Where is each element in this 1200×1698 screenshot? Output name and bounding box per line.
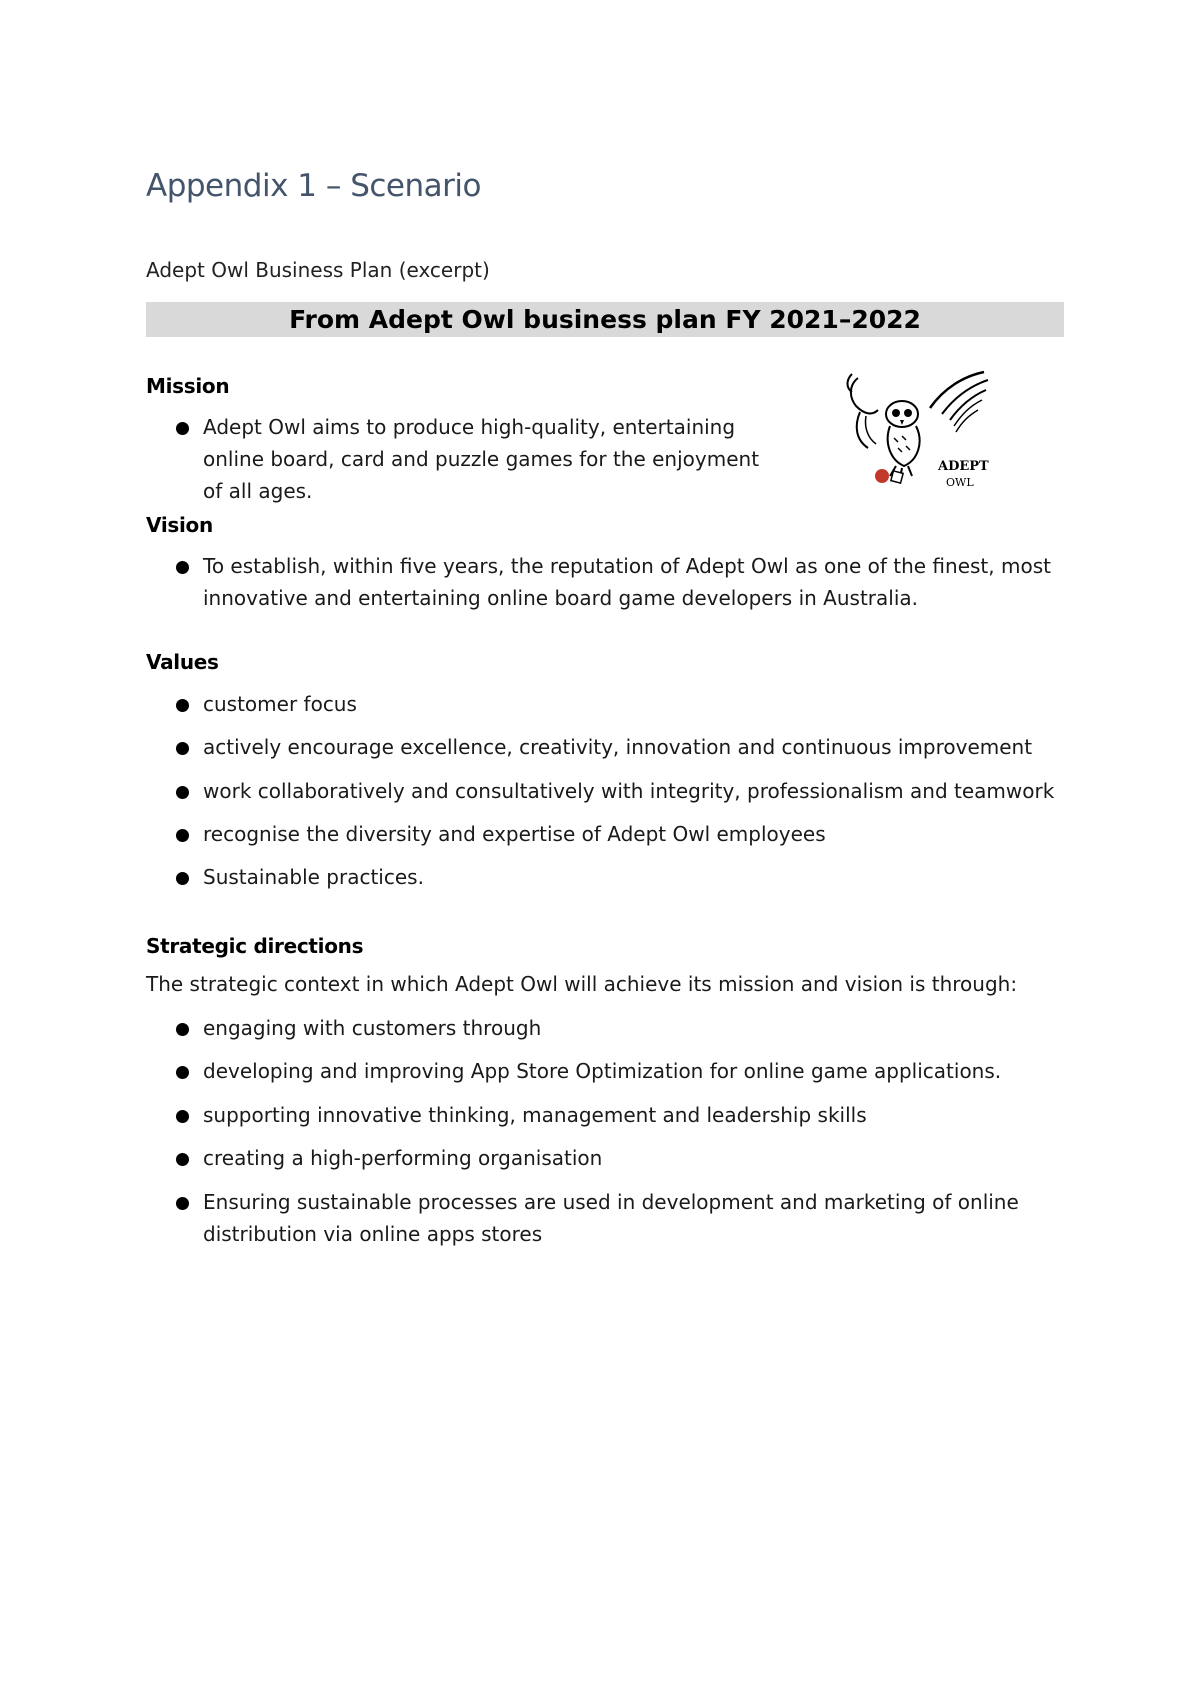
- values-item: [176, 731, 1056, 763]
- bullet-icon: [176, 1066, 189, 1079]
- strategic-item: [176, 1055, 1056, 1087]
- document-subtitle: Adept Owl Business Plan (excerpt): [146, 258, 490, 282]
- strategic-item: [176, 1142, 1056, 1174]
- page-title: Appendix 1 – Scenario: [146, 168, 481, 204]
- values-item: [176, 818, 1056, 850]
- strategic-item: [176, 1186, 1036, 1250]
- owl-logo-icon: [838, 366, 998, 496]
- bullet-icon: [176, 872, 189, 885]
- values-heading: Values: [146, 650, 219, 674]
- bullet-icon: [176, 786, 189, 799]
- values-item: [176, 775, 1056, 807]
- vision-item: [176, 550, 1056, 614]
- values-item-text: customer focus: [203, 692, 357, 716]
- bullet-icon: [176, 1023, 189, 1036]
- values-item-text: Sustainable practices.: [203, 865, 424, 889]
- bullet-icon: [176, 1110, 189, 1123]
- mission-item: [176, 411, 776, 507]
- strategic-item: [176, 1012, 1056, 1044]
- strategic-item-text: developing and improving App Store Optimization for online game applications.: [203, 1059, 1002, 1083]
- bullet-icon: [176, 1197, 189, 1210]
- vision-item-text: To establish, within five years, the reputation of Adept Owl as one of the finest, most innovative and entertaining online board game developers in Australia.: [203, 554, 1051, 610]
- strategic-item: [176, 1099, 1056, 1131]
- mission-heading: Mission: [146, 374, 230, 398]
- values-item-text: recognise the diversity and expertise of Adept Owl employees: [203, 822, 826, 846]
- bullet-icon: [176, 561, 189, 574]
- bullet-icon: [176, 699, 189, 712]
- values-item: [176, 861, 1056, 893]
- strategic-item-text: Ensuring sustainable processes are used in development and marketing of online distribution via online apps stores: [203, 1190, 1019, 1246]
- section-banner: From Adept Owl business plan FY 2021–2022: [146, 302, 1064, 337]
- strategic-intro: The strategic context in which Adept Owl will achieve its mission and vision is through:: [146, 972, 1018, 996]
- bullet-icon: [176, 1153, 189, 1166]
- vision-heading: Vision: [146, 513, 213, 537]
- mission-item-text: Adept Owl aims to produce high-quality, entertaining online board, card and puzzle games for the enjoyment of all ages.: [203, 415, 760, 503]
- bullet-icon: [176, 422, 189, 435]
- strategic-item-text: supporting innovative thinking, management and leadership skills: [203, 1103, 867, 1127]
- logo-text-line1: ADEPT: [938, 459, 989, 474]
- bullet-icon: [176, 742, 189, 755]
- logo-text-line2: OWL: [946, 476, 974, 489]
- strategic-item-text: creating a high-performing organisation: [203, 1146, 603, 1170]
- values-item-text: work collaboratively and consultatively with integrity, professionalism and teamwork: [203, 779, 1055, 803]
- strategic-item-text: engaging with customers through: [203, 1016, 542, 1040]
- values-item: [176, 688, 1056, 720]
- strategic-heading: Strategic directions: [146, 934, 364, 958]
- bullet-icon: [176, 829, 189, 842]
- values-item-text: actively encourage excellence, creativity, innovation and continuous improvement: [203, 735, 1033, 759]
